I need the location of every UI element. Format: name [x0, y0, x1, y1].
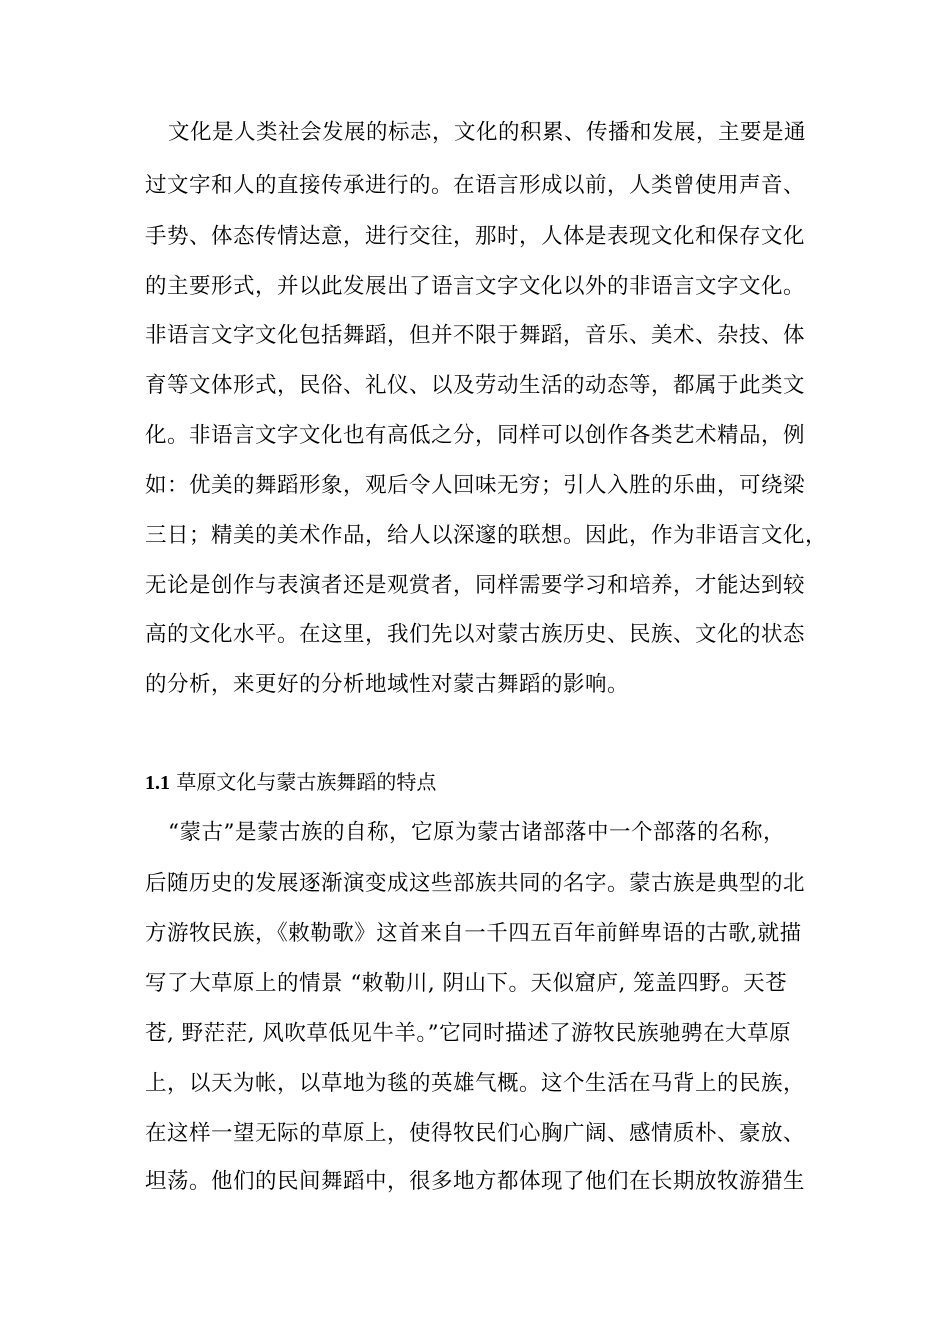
section-heading — [145, 767, 436, 797]
paragraph-line: 文化是人类社会发展的标志，文化的积累、传播和发展，主要是通 — [168, 120, 807, 145]
paragraph-line: “蒙古”是蒙古族的自称，它原为蒙古诸部落中一个部落的名称， — [168, 820, 785, 845]
paragraph-line: 如：优美的舞蹈形象，观后令人回味无穷；引人入胜的乐曲，可绕梁 — [145, 473, 806, 498]
paragraph-line: 手势、体态传情达意，进行交往，那时，人体是表现文化和保存文化 — [145, 224, 806, 249]
paragraph-line: 的分析，来更好的分析地域性对蒙古舞蹈的影响。 — [145, 672, 630, 697]
paragraph-line: 在这样一望无际的草原上，使得牧民们心胸广阔、感情质朴、豪放、 — [145, 1121, 806, 1146]
paragraph-line: 化。非语言文字文化也有高低之分，同样可以创作各类艺术精品，例 — [145, 423, 806, 448]
paragraph-line: 上，以天为帐，以草地为毯的英雄气概。这个生活在马背上的民族， — [145, 1071, 806, 1096]
paragraph-line: 三日；精美的美术作品，给人以深邃的联想。因此，作为非语言文化， — [145, 523, 828, 548]
paragraph-line: 的主要形式，并以此发展出了语言文字文化以外的非语言文字文化。 — [145, 274, 806, 299]
section-title: 草原文化与蒙古族舞蹈的特点 — [176, 770, 437, 794]
paragraph-line: 无论是创作与表演者还是观赏者，同样需要学习和培养，才能达到较 — [145, 573, 806, 598]
paragraph-line: 过文字和人的直接传承进行的。在语言形成以前，人类曾使用声音、 — [145, 173, 806, 198]
paragraph-line: 非语言文字文化包括舞蹈，但并不限于舞蹈，音乐、美术、杂技、体 — [145, 323, 806, 348]
paragraph-line: 写了大草原上的情景 “敕勒川, 阴山下。天似窟庐, 笼盖四野。天苍 — [145, 971, 788, 996]
paragraph-line: 高的文化水平。在这里，我们先以对蒙古族历史、民族、文化的状态 — [145, 622, 806, 647]
paragraph-line: 苍, 野茫茫, 风吹草低见牛羊。”它同时描述了游牧民族驰骋在大草原 — [145, 1021, 792, 1046]
paragraph-line: 方游牧民族，《敕勒歌》这首来自一千四五百年前鲜卑语的古歌,就描 — [145, 921, 802, 946]
paragraph-line: 坦荡。他们的民间舞蹈中，很多地方都体现了他们在长期放牧游猎生 — [145, 1169, 806, 1194]
section-number: 1.1 — [145, 772, 170, 794]
paragraph-line: 育等文体形式，民俗、礼仪、以及劳动生活的动态等，都属于此类文 — [145, 373, 806, 398]
paragraph-line: 后随历史的发展逐渐演变成这些部族共同的名字。蒙古族是典型的北 — [145, 871, 806, 896]
